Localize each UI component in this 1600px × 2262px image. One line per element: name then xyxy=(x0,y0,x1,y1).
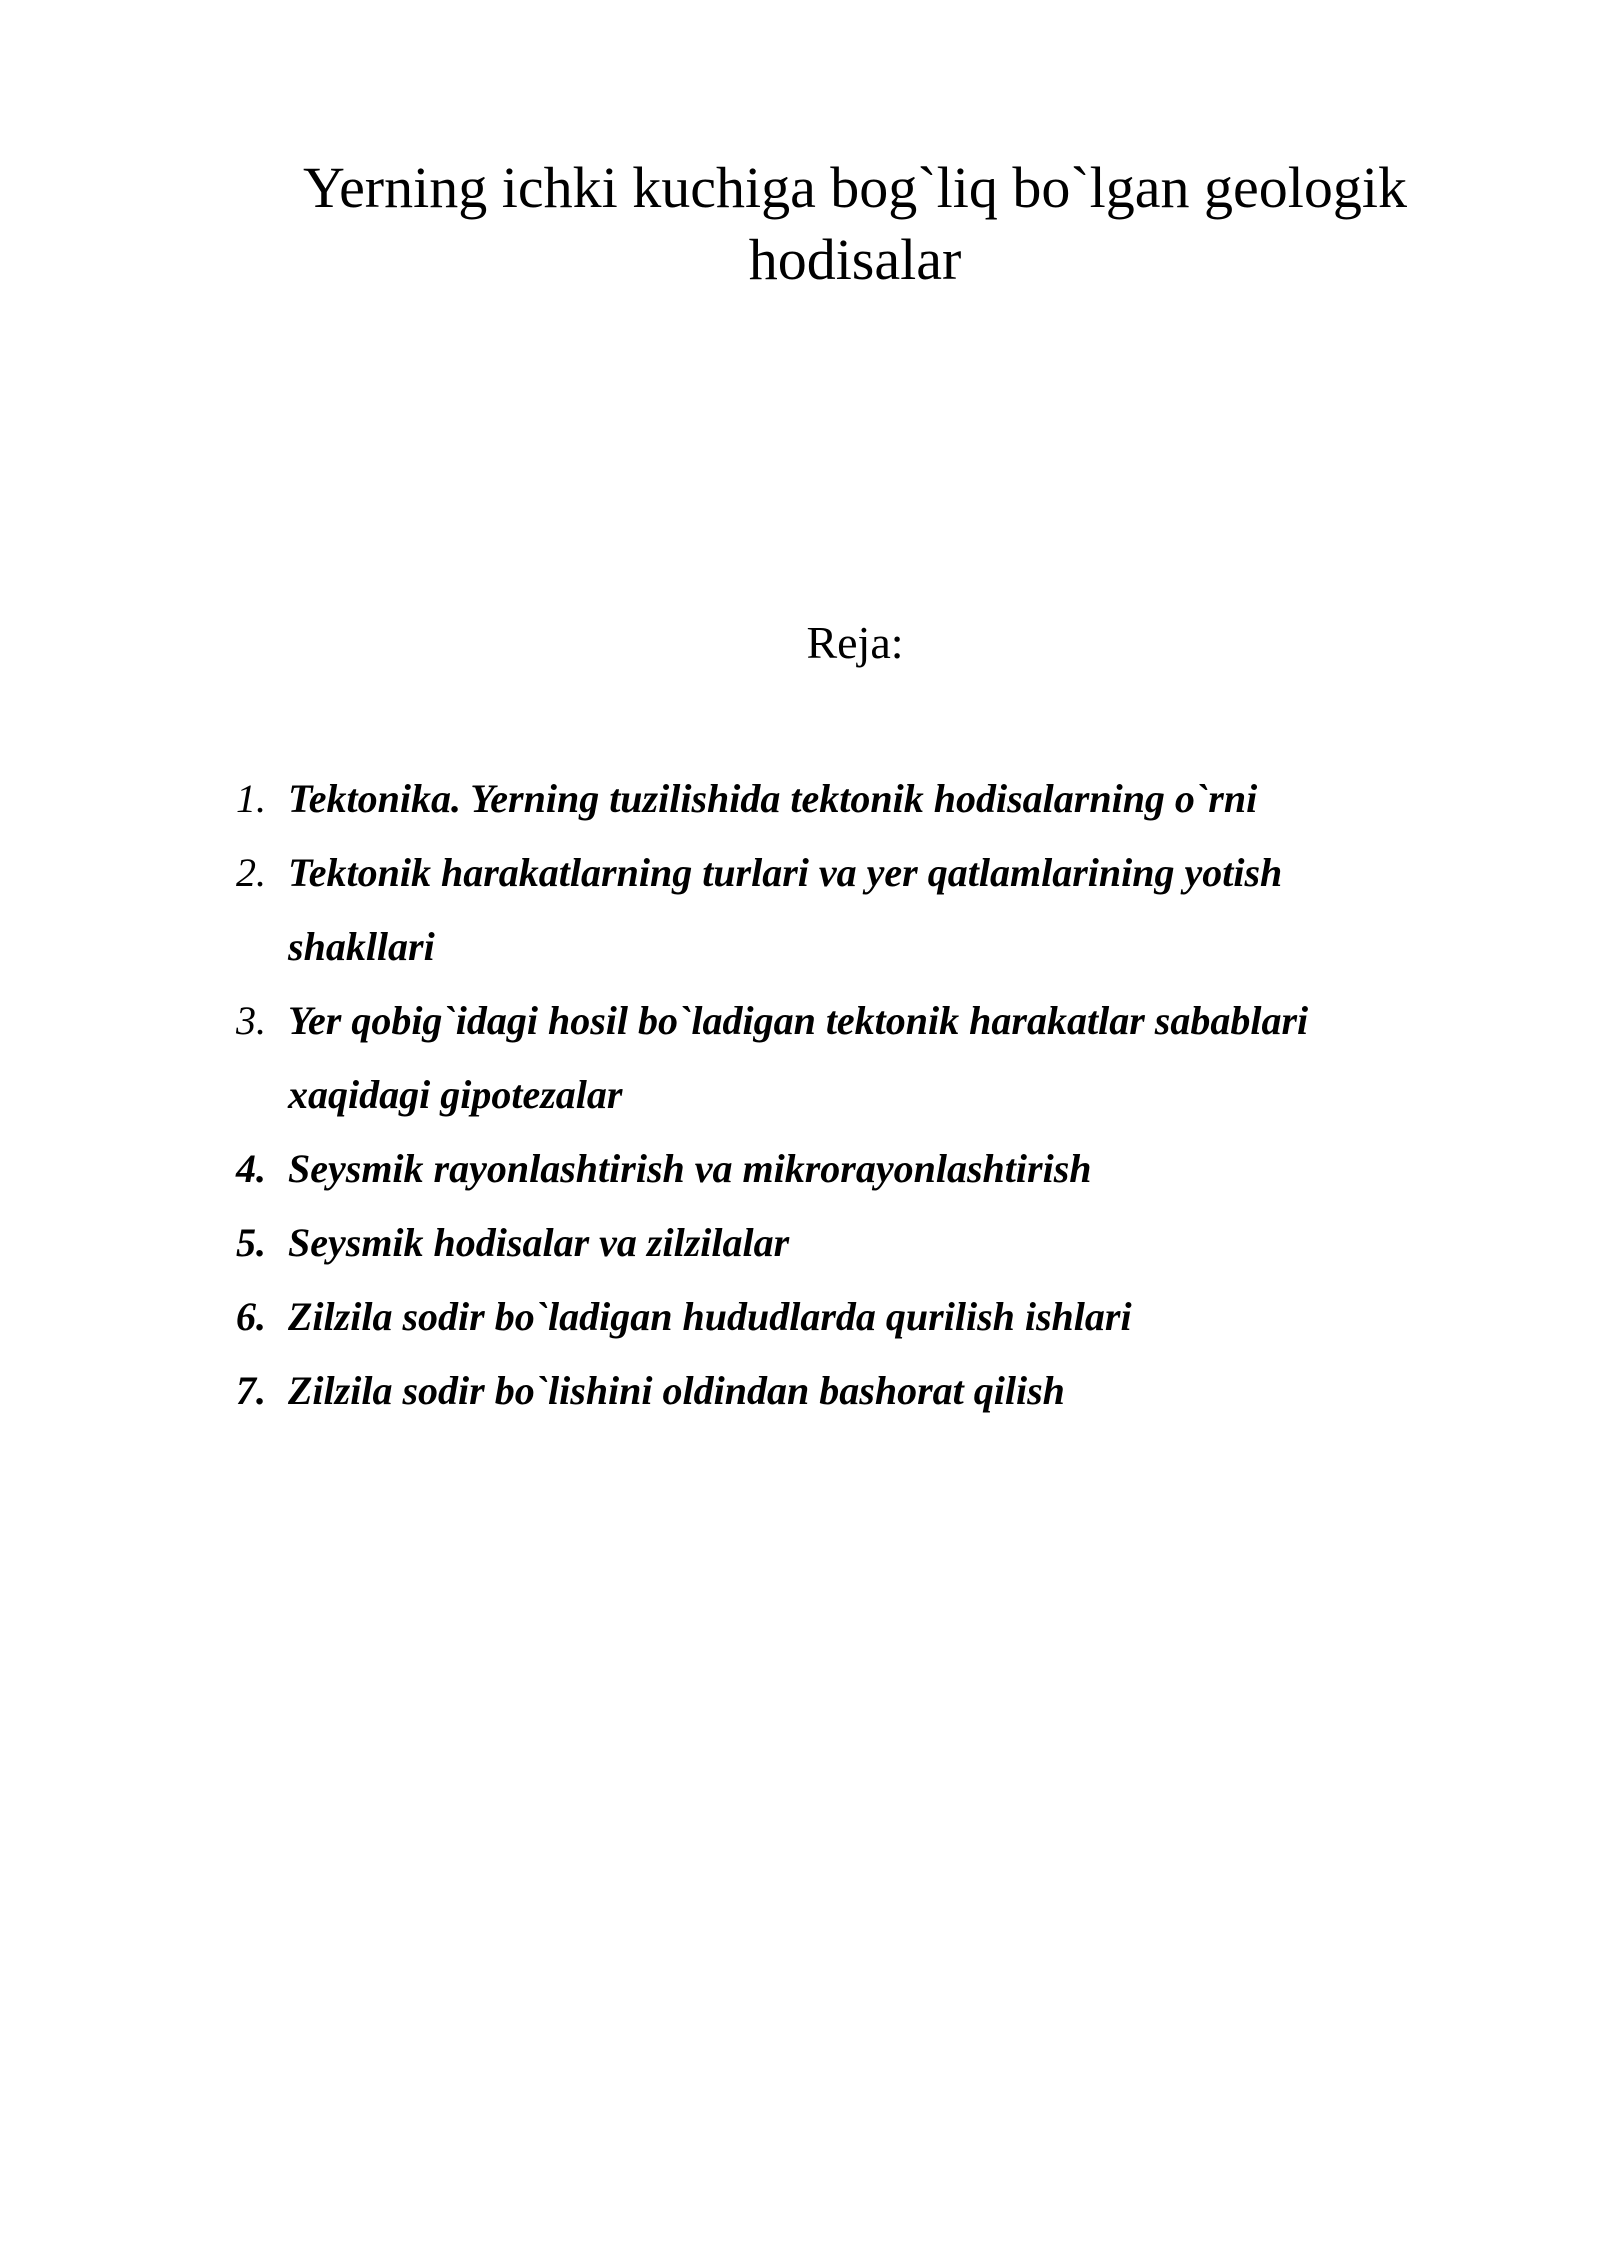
plan-item-number: 4. xyxy=(236,1146,266,1191)
plan-heading: Reja: xyxy=(806,617,904,668)
plan-item-text: Tektonik harakatlarning turlari va yer qatlamlarining yotish shakllari xyxy=(288,850,1283,969)
plan-item-text: Zilzila sodir bo`lishini oldindan bashorat qilish xyxy=(288,1368,1065,1413)
plan-item-number: 6. xyxy=(236,1294,266,1339)
plan-item-number: 2. xyxy=(236,850,266,895)
plan-list xyxy=(236,762,1436,1428)
plan-item-number: 7. xyxy=(236,1368,266,1413)
plan-item-4 xyxy=(236,1132,1436,1206)
plan-item-2 xyxy=(236,836,1436,984)
plan-item-1 xyxy=(236,762,1436,836)
plan-item-text: Seysmik hodisalar va zilzilalar xyxy=(288,1220,790,1265)
plan-item-5 xyxy=(236,1206,1436,1280)
plan-item-number: 3. xyxy=(236,998,266,1043)
plan-item-text: Yer qobig`idagi hosil bo`ladigan tektonik harakatlar sabablari xaqidagi gipotezalar xyxy=(288,998,1309,1117)
plan-item-text: Zilzila sodir bo`ladigan hududlarda qurilish ishlari xyxy=(288,1294,1132,1339)
plan-item-number: 5. xyxy=(236,1220,266,1265)
document-title: Yerning ichki kuchiga bog`liq bo`lgan geologik hodisalar xyxy=(302,155,1407,292)
plan-item-text: Tektonika. Yerning tuzilishida tektonik hodisalarning o`rni xyxy=(288,776,1258,821)
plan-item-number: 1. xyxy=(236,776,266,821)
plan-item-6 xyxy=(236,1280,1436,1354)
plan-item-7 xyxy=(236,1354,1436,1428)
plan-item-3 xyxy=(236,984,1436,1132)
plan-item-text: Seysmik rayonlashtirish va mikrorayonlashtirish xyxy=(288,1146,1092,1191)
